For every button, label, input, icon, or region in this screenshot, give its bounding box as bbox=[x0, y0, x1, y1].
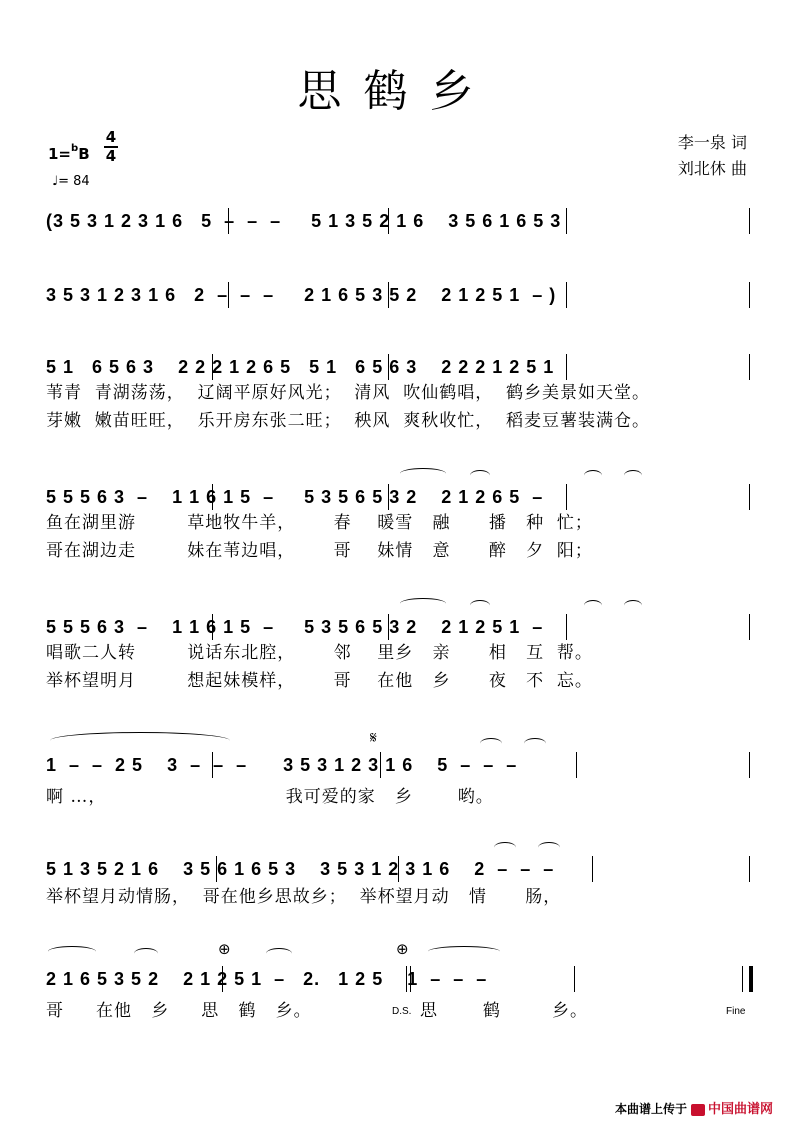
lyricist-credit: 李一泉 词 bbox=[677, 133, 747, 152]
notation-row: 5 5 5 6 3 – 1 1 6 1 5 – 5 3 5 6 5 3 2 2 1 2 5 1 – bbox=[46, 617, 544, 637]
score-line-2 bbox=[46, 278, 752, 322]
fine-mark: Fine bbox=[726, 1006, 746, 1017]
lyric-line: 啊 …， 我可爱的家 乡 哟。 bbox=[46, 787, 494, 807]
notation-row: (3 5 3 1 2 3 1 6 5 – – – 5 1 3 5 2 1 6 3 5 6 1 6 5 3 bbox=[46, 211, 562, 231]
notation-row: 1 – – 2 5 3 – – – 3 5 3 1 2 3 1 6 5 – – – bbox=[46, 755, 518, 775]
lyric-verse-1: 苇青 青湖荡荡， 辽阔平原好风光； 清风 吹仙鹤唱， 鹤乡美景如天堂。 bbox=[46, 383, 651, 403]
upload-footer: 本曲谱上传于 中国曲谱网 bbox=[615, 1098, 773, 1117]
lyric-line: 举杯望月动情肠， 哥在他乡思故乡； 举杯望月动 情 肠， bbox=[46, 887, 562, 907]
notation-row: 2 1 6 5 3 5 2 2 1 2 5 1 – 2. 1 2 5 1 – – – bbox=[46, 969, 488, 989]
notation-row: 3 5 3 1 2 3 1 6 2 – – – 2 1 6 5 3 5 2 2 1 2 5 1 – ) bbox=[46, 285, 557, 305]
lyric-line-a: 哥 在他 乡 思 鹤 乡。 bbox=[46, 1001, 325, 1021]
site-logo[interactable]: 中国曲谱网 bbox=[691, 1098, 773, 1117]
notation-row: 5 1 6 5 6 3 2 2 2 1 2 6 5 5 1 6 5 6 3 2 2 2 1 2 5 1 bbox=[46, 357, 555, 377]
segno-sign: 𝄋 bbox=[370, 728, 377, 747]
tempo-marking: ♩= 84 bbox=[52, 174, 90, 189]
lyric-verse-2: 举杯望明月 想起妹模样， 哥 在他 乡 夜 不 忘。 bbox=[46, 671, 593, 691]
lyric-verse-1: 鱼在湖里游 草地牧牛羊， 春 暖雪 融 播 种 忙； bbox=[46, 513, 593, 533]
lyric-verse-2: 芽嫩 嫩苗旺旺， 乐开房东张二旺； 秧风 爽秋收忙， 稻麦豆薯装满仓。 bbox=[46, 411, 651, 431]
lyric-verse-2: 哥在湖边走 妹在苇边唱， 哥 妹情 意 醉 夕 阳； bbox=[46, 541, 593, 561]
notation-row: 5 1 3 5 2 1 6 3 5 6 1 6 5 3 3 5 3 1 2 3 1 6 2 – – – bbox=[46, 859, 555, 879]
song-title: 思鹤乡 bbox=[297, 66, 496, 117]
lyric-verse-1: 唱歌二人转 说话东北腔， 邻 里乡 亲 相 互 帮。 bbox=[46, 643, 593, 663]
composer-credit: 刘北休 曲 bbox=[677, 159, 747, 178]
score-line-1 bbox=[46, 204, 752, 248]
coda-sign: ⊕ bbox=[396, 940, 409, 958]
key-signature: 1=$^b$B bbox=[48, 143, 90, 163]
notation-row: 5 5 5 6 3 – 1 1 6 1 5 – 5 3 5 6 5 3 2 2 1 2 6 5 – bbox=[46, 487, 544, 507]
lyric-line-b: 思 鹤 乡。 bbox=[420, 1001, 589, 1021]
coda-sign: ⊕ bbox=[218, 940, 231, 958]
ds-mark: D.S. bbox=[392, 1006, 412, 1017]
logo-icon bbox=[691, 1104, 705, 1116]
quarter-note-icon: ♩ bbox=[52, 174, 59, 189]
time-signature: 4 4 bbox=[105, 128, 117, 165]
